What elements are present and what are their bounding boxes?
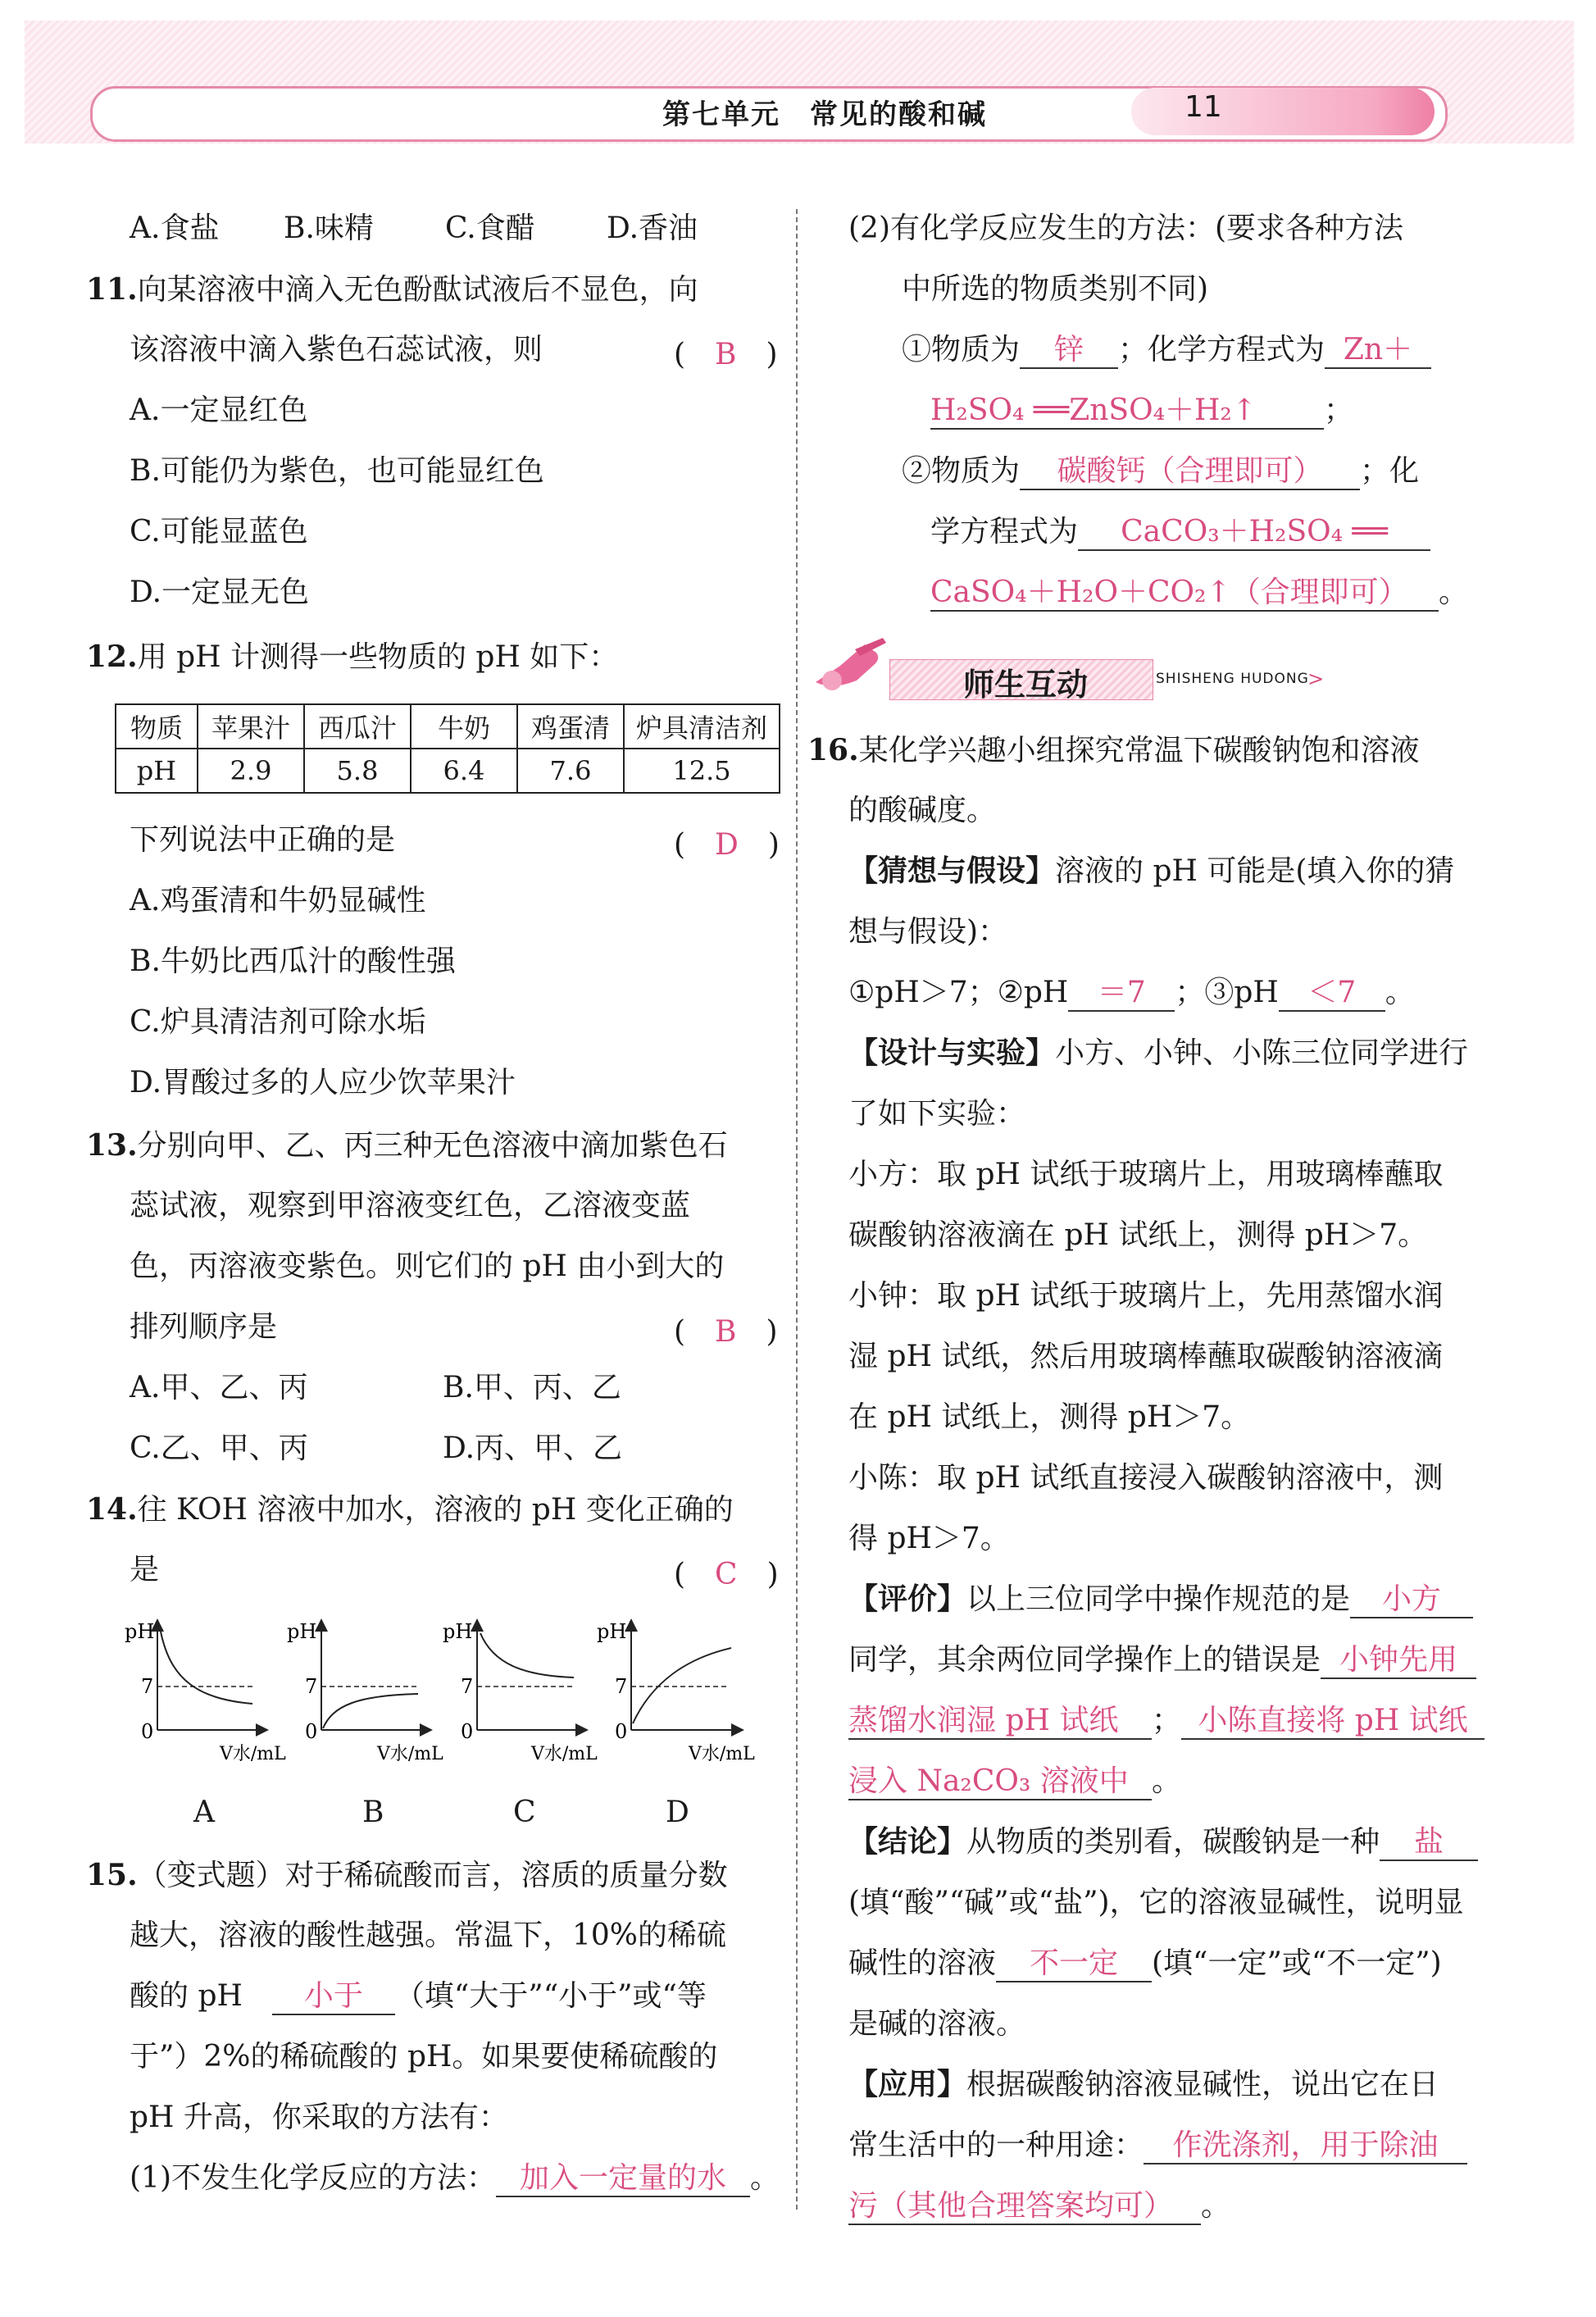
- q16-blank-eval2-cont: 蒸馏水润湿 pH 试纸: [848, 1704, 1152, 1740]
- q13-option-b: B.甲、丙、乙: [443, 1371, 621, 1404]
- q16-conclusion-line2: (填“酸”“碱”或“盐”)，它的溶液显碱性，说明显: [848, 1886, 1464, 1919]
- q15-m1-line2: H₂SO₄ ══ZnSO₄＋H₂↑ ；: [930, 392, 1353, 430]
- q15-method-2-line2: 中所选的物质类别不同): [902, 272, 1209, 306]
- q11-option-d: D.一定显无色: [130, 576, 310, 609]
- pencil-hand-icon: [807, 633, 889, 699]
- q16-design-line2: 了如下实验：: [848, 1097, 1026, 1131]
- graph-x-label: V水/mL: [689, 1744, 755, 1764]
- q14-stem-line2: 是: [130, 1553, 160, 1586]
- q16-hypothesis-line3: ①pH＞7；②pH ＝7 ；③pH ＜7 。: [848, 974, 1415, 1012]
- ph-table-row: [116, 749, 780, 793]
- section-pinyin: SHISHENG HUDONG: [1156, 671, 1309, 687]
- q15-blank-m1-equation: Zn＋: [1325, 333, 1431, 369]
- page-number: 11: [1184, 90, 1222, 124]
- q14-graphs: [115, 1615, 787, 1771]
- q11-stem-line2: 该溶液中滴入紫色石蕊试液，则: [130, 333, 543, 366]
- q16-eval-line3: 蒸馏水润湿 pH 试纸 ； 小陈直接将 pH 试纸: [848, 1702, 1485, 1740]
- table-cell: 7.6: [517, 749, 624, 793]
- q15-blank-method1: 加入一定量的水: [496, 2161, 750, 2197]
- table-header-cell: 物质: [116, 704, 198, 749]
- q13-stem-line3: 色，丙溶液变紫色。则它们的 pH 由小到大的: [130, 1250, 725, 1283]
- q16-blank-concl1: 盐: [1380, 1825, 1478, 1861]
- q16-blank-eval2: 小钟先用: [1321, 1643, 1476, 1679]
- q11-answer: ( B ): [674, 338, 778, 371]
- q13-stem-line2: 蕊试液，观察到甲溶液变红色，乙溶液变蓝: [130, 1189, 691, 1222]
- q15-m2-line2: 学方程式为 CaCO₃＋H₂SO₄ ══: [930, 513, 1430, 551]
- section-title: 师生互动: [963, 667, 1089, 703]
- q16-hypothesis-line2: 想与假设)：: [848, 915, 1008, 949]
- q10-option-a: A.食盐: [130, 212, 220, 245]
- q15-m2-line1: ②物质为 碳酸钙（合理即可） ；化: [902, 453, 1419, 490]
- q15-stem-line4: 于”）2%的稀硫酸的 pH。如果要使稀硫酸的: [130, 2040, 718, 2073]
- q10-option-c: C.食醋: [445, 212, 535, 245]
- graph-tick-7: 7: [461, 1675, 474, 1698]
- q14-stem-line1: 14.往 KOH 溶液中加水，溶液的 pH 变化正确的: [86, 1492, 734, 1527]
- graph-origin: 0: [141, 1720, 154, 1743]
- q13-option-c: C.乙、甲、丙: [130, 1432, 308, 1465]
- table-cell: 6.4: [411, 749, 517, 793]
- q12-question: 下列说法中正确的是: [130, 823, 396, 857]
- q16-eval-line4: 浸入 Na₂CO₃ 溶液中 。: [848, 1763, 1181, 1800]
- q13-stem-line1: 13.分别向甲、乙、丙三种无色溶液中滴加紫色石: [86, 1128, 728, 1163]
- q15-m2-line3: CaSO₄＋H₂O＋CO₂↑（合理即可） 。: [930, 574, 1468, 612]
- table-header-cell: 西瓜汁: [304, 704, 411, 749]
- q16-hypothesis-line1: 【猜想与假设】溶液的 pH 可能是(填入你的猜: [848, 854, 1455, 888]
- q10-option-d: D.香油: [607, 212, 698, 245]
- q16-chen-line2: 得 pH＞7。: [848, 1522, 1010, 1555]
- q16-blank-eval3: 小陈直接将 pH 试纸: [1181, 1704, 1485, 1740]
- graph-c: [443, 1620, 598, 1764]
- graph-y-label: pH: [125, 1620, 155, 1643]
- q15-blank-m2-substance: 碳酸钙（合理即可）: [1020, 454, 1360, 490]
- table-cell: 12.5: [624, 749, 780, 793]
- q11-option-b: B.可能仍为紫色，也可能显红色: [130, 454, 544, 488]
- table-cell: 5.8: [304, 749, 411, 793]
- q13-stem-line4: 排列顺序是: [130, 1310, 278, 1344]
- graph-a: [125, 1620, 286, 1764]
- q15-stem-line2: 越大，溶液的酸性越强。常温下，10%的稀硫: [130, 1919, 727, 1952]
- q16-blank-app-cont: 污（其他合理答案均可）: [848, 2189, 1201, 2225]
- graph-origin: 0: [305, 1720, 318, 1743]
- table-header-cell: 牛奶: [411, 704, 517, 749]
- q11-stem-line1: 11.向某溶液中滴入无色酚酞试液后不显色，向: [86, 272, 698, 307]
- graph-y-label: pH: [443, 1620, 473, 1643]
- graph-y-label: pH: [287, 1620, 317, 1643]
- q10-option-b: B.味精: [284, 212, 374, 245]
- graph-x-label: V水/mL: [220, 1744, 286, 1764]
- q15-method-2-line1: (2)有化学反应发生的方法：(要求各种方法: [848, 212, 1404, 245]
- q16-blank-eval3-cont: 浸入 Na₂CO₃ 溶液中: [848, 1764, 1152, 1800]
- graph-x-label: V水/mL: [377, 1744, 443, 1764]
- graph-b: [287, 1620, 443, 1764]
- q16-eval-line2: 同学，其余两位同学操作上的错误是 小钟先用: [848, 1641, 1476, 1679]
- table-header-cell: 鸡蛋清: [517, 704, 624, 749]
- q16-stem-line2: 的酸碱度。: [848, 794, 997, 827]
- q11-option-a: A.一定显红色: [130, 394, 308, 427]
- graph-label-b: B: [362, 1796, 384, 1829]
- q16-blank-hyp2: ＝7: [1068, 976, 1175, 1012]
- unit-title: 第七单元 常见的酸和碱: [662, 98, 987, 131]
- graph-origin: 0: [615, 1720, 628, 1743]
- q15-blank-m2-equation: CaCO₃＋H₂SO₄ ══: [1078, 515, 1430, 551]
- q15-stem-line3: 酸的 pH 小于 （填“大于”“小于”或“等: [130, 1978, 707, 2015]
- graph-origin: 0: [461, 1720, 474, 1743]
- graph-label-a: A: [193, 1796, 215, 1829]
- q12-answer: ( D ): [674, 828, 780, 862]
- graph-tick-7: 7: [305, 1675, 318, 1698]
- q16-application-line2: 常生活中的一种用途： 作洗涤剂，用于除油: [848, 2127, 1467, 2165]
- q16-conclusion-line1: 【结论】从物质的类别看，碳酸钠是一种 盐: [848, 1823, 1478, 1861]
- q14-answer: ( C ): [674, 1558, 779, 1591]
- q16-blank-concl2: 不一定: [996, 1946, 1152, 1982]
- column-divider: [796, 209, 798, 2210]
- q16-conclusion-line3: 碱性的溶液 不一定 (填“一定”或“不一定”): [848, 1945, 1442, 1982]
- q16-stem-line1: 16.某化学兴趣小组探究常温下碳酸钠饱和溶液: [807, 733, 1420, 767]
- graph-d: [597, 1620, 755, 1764]
- q16-blank-hyp3: ＜7: [1279, 976, 1385, 1012]
- q15-m1-line1: ①物质为 锌 ；化学方程式为 Zn＋: [902, 331, 1431, 369]
- header-page-pill: [1131, 88, 1435, 135]
- q16-fang-line2: 碳酸钠溶液滴在 pH 试纸上，测得 pH＞7。: [848, 1218, 1428, 1252]
- q15-blank-m2-equation-cont: CaSO₄＋H₂O＋CO₂↑（合理即可）: [930, 576, 1439, 612]
- table-cell: 2.9: [198, 749, 304, 793]
- q16-blank-app: 作洗涤剂，用于除油: [1144, 2128, 1467, 2165]
- q16-design-line1: 【设计与实验】小方、小钟、小陈三位同学进行: [848, 1036, 1469, 1070]
- q15-blank-m1-substance: 锌: [1020, 333, 1118, 369]
- q16-zhong-line3: 在 pH 试纸上，测得 pH＞7。: [848, 1400, 1251, 1434]
- q12-stem: 12.用 pH 计测得一些物质的 pH 如下：: [86, 640, 619, 674]
- graph-label-c: C: [513, 1796, 536, 1829]
- table-header-cell: 炉具清洁剂: [624, 704, 780, 749]
- q12-option-c: C.炉具清洁剂可除水垢: [130, 1005, 426, 1039]
- graph-label-d: D: [666, 1796, 689, 1829]
- q16-chen-line1: 小陈：取 pH 试纸直接浸入碳酸钠溶液中，测: [848, 1461, 1444, 1495]
- q15-blank-m1-equation-cont: H₂SO₄ ══ZnSO₄＋H₂↑: [930, 394, 1324, 430]
- ph-table-header-row: [116, 704, 780, 749]
- q15-method-1: (1)不发生化学反应的方法： 加入一定量的水 。: [130, 2160, 780, 2197]
- table-cell: pH: [116, 749, 198, 793]
- q16-eval-line1: 【评价】以上三位同学中操作规范的是 小方: [848, 1581, 1473, 1618]
- q16-fang-line1: 小方：取 pH 试纸于玻璃片上，用玻璃棒蘸取: [848, 1158, 1444, 1191]
- q16-zhong-line2: 湿 pH 试纸，然后用玻璃棒蘸取碳酸钠溶液滴: [848, 1340, 1444, 1373]
- chevron-right-icon: >: [1307, 667, 1325, 690]
- q16-application-line3: 污（其他合理答案均可） 。: [848, 2187, 1230, 2225]
- q12-option-b: B.牛奶比西瓜汁的酸性强: [130, 945, 456, 978]
- graph-tick-7: 7: [615, 1675, 628, 1698]
- q11-option-c: C.可能显蓝色: [130, 515, 308, 549]
- q15-stem-line1: 15.（变式题）对于稀硫酸而言，溶质的质量分数: [86, 1858, 728, 1892]
- q15-stem-line5: pH 升高，你采取的方法有：: [130, 2101, 508, 2134]
- q16-blank-eval1: 小方: [1350, 1582, 1473, 1618]
- graph-y-label: pH: [597, 1620, 627, 1643]
- q15-blank-compare: 小于: [272, 1979, 395, 2015]
- q13-option-d: D.丙、甲、乙: [443, 1432, 623, 1465]
- graph-x-label: V水/mL: [531, 1744, 598, 1764]
- q13-answer: ( B ): [674, 1315, 778, 1349]
- q13-option-a: A.甲、乙、丙: [130, 1371, 308, 1404]
- table-header-cell: 苹果汁: [198, 704, 304, 749]
- q12-option-d: D.胃酸过多的人应少饮苹果汁: [130, 1066, 516, 1099]
- ph-table: [115, 703, 780, 794]
- q16-application-line1: 【应用】根据碳酸钠溶液显碱性，说出它在日: [848, 2068, 1439, 2101]
- q12-option-a: A.鸡蛋清和牛奶显碱性: [130, 884, 426, 917]
- q16-zhong-line1: 小钟：取 pH 试纸于玻璃片上，先用蒸馏水润: [848, 1279, 1444, 1313]
- q16-conclusion-line4: 是碱的溶液。: [848, 2007, 1026, 2041]
- graph-tick-7: 7: [141, 1675, 154, 1698]
